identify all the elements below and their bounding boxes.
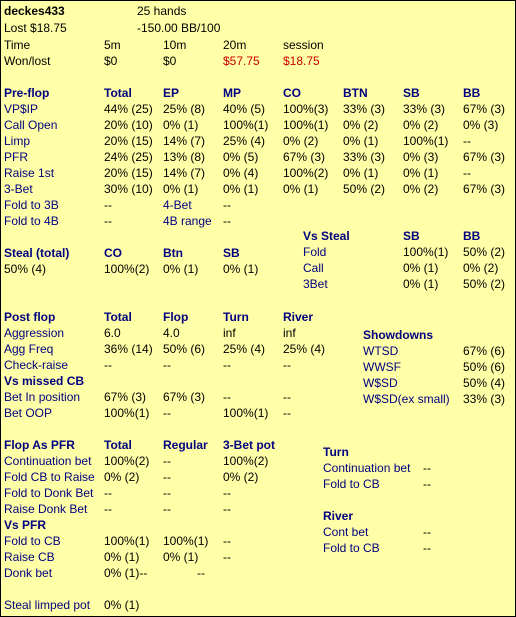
vs-steal-row-label: 3Bet bbox=[303, 277, 328, 291]
preflop-row-label: VP$IP bbox=[4, 102, 39, 116]
time-col-5m: 5m bbox=[104, 38, 121, 52]
flop-pfr-cell: -- bbox=[163, 486, 171, 500]
wonlost-label: Won/lost bbox=[4, 54, 51, 68]
preflop-cell: -- bbox=[104, 214, 112, 228]
showdown-cell: 50% (4) bbox=[463, 376, 506, 390]
preflop-cell: 0% (2) bbox=[343, 118, 379, 132]
preflop-title: Pre-flop bbox=[4, 86, 50, 100]
postflop-cell: -- bbox=[223, 358, 231, 372]
preflop-cell: 0% (3) bbox=[403, 150, 439, 164]
vs-pfr-cell: 0% (1)-- bbox=[104, 566, 148, 580]
preflop-cell: 100%(1) bbox=[223, 118, 269, 132]
river-title: River bbox=[323, 509, 354, 523]
postflop-cell: 25% (4) bbox=[283, 342, 326, 356]
postflop-cell: -- bbox=[104, 358, 112, 372]
preflop-cell: 14% (7) bbox=[163, 166, 206, 180]
preflop-cell: 67% (3) bbox=[463, 182, 506, 196]
postflop-cell: 50% (6) bbox=[163, 342, 206, 356]
time-col-10m: 10m bbox=[163, 38, 187, 52]
showdown-cell: 67% (6) bbox=[463, 344, 506, 358]
vs-pfr-title: Vs PFR bbox=[4, 518, 47, 532]
missed-cb-cell: 67% (3) bbox=[104, 390, 147, 404]
vs-steal-cell: 0% (1) bbox=[403, 277, 439, 291]
flop-pfr-col-total: Total bbox=[104, 438, 132, 452]
flop-pfr-cell: -- bbox=[223, 486, 231, 500]
preflop-cell: 25% (4) bbox=[223, 134, 266, 148]
preflop-cell: 20% (10) bbox=[104, 118, 153, 132]
flop-pfr-row-label: Fold CB to Raise bbox=[4, 470, 95, 484]
turn-row-label: Fold to CB bbox=[323, 477, 380, 491]
vs-steal-col-sb: SB bbox=[403, 229, 420, 243]
missed-cb-cell: -- bbox=[283, 406, 291, 420]
time-label: Time bbox=[4, 38, 31, 52]
postflop-cell: 36% (14) bbox=[104, 342, 153, 356]
missed-cb-cell: 100%(1) bbox=[223, 406, 269, 420]
preflop-cell: 0% (1) bbox=[223, 182, 259, 196]
preflop-cell: 24% (25) bbox=[104, 150, 153, 164]
showdown-row-label: W$SD bbox=[363, 376, 398, 390]
preflop-row-label: Raise 1st bbox=[4, 166, 55, 180]
wonlost-20m: $57.75 bbox=[223, 54, 260, 68]
vs-pfr-cell: 0% (1) bbox=[104, 550, 140, 564]
preflop-cell: 0% (4) bbox=[223, 166, 259, 180]
postflop-col-flop: Flop bbox=[163, 310, 189, 324]
vs-steal-col-bb: BB bbox=[463, 229, 481, 243]
preflop-row-label: Fold to 4B bbox=[4, 214, 59, 228]
preflop-cell: 13% (8) bbox=[163, 150, 206, 164]
steal-col-btn: Btn bbox=[163, 246, 183, 260]
missed-cb-cell: -- bbox=[223, 390, 231, 404]
vs-pfr-cell: 100%(1) bbox=[163, 534, 209, 548]
preflop-cell: 67% (3) bbox=[463, 150, 506, 164]
showdowns-title: Showdowns bbox=[363, 328, 433, 342]
missed-cb-title: Vs missed CB bbox=[4, 374, 85, 388]
postflop-cell: 6.0 bbox=[104, 326, 121, 340]
preflop-cell: 50% (2) bbox=[343, 182, 386, 196]
vs-steal-cell: 100%(1) bbox=[403, 245, 449, 259]
river-cell: -- bbox=[423, 525, 431, 539]
flop-pfr-row-label: Fold to Donk Bet bbox=[4, 486, 94, 500]
fourbet-label: 4-Bet bbox=[163, 198, 192, 212]
lost-amount: Lost $18.75 bbox=[4, 21, 67, 35]
showdown-row-label: WWSF bbox=[363, 360, 401, 374]
time-col-session: session bbox=[283, 38, 324, 52]
preflop-cell: -- bbox=[223, 214, 231, 228]
preflop-col-btn: BTN bbox=[343, 86, 368, 100]
preflop-col-bb: BB bbox=[463, 86, 481, 100]
time-col-20m: 20m bbox=[223, 38, 247, 52]
preflop-cell: 33% (3) bbox=[403, 102, 446, 116]
postflop-cell: 25% (4) bbox=[223, 342, 266, 356]
preflop-cell: 33% (3) bbox=[343, 150, 386, 164]
flop-pfr-cell: -- bbox=[223, 502, 231, 516]
preflop-cell: 20% (15) bbox=[104, 166, 153, 180]
missed-cb-cell: 67% (3) bbox=[163, 390, 206, 404]
preflop-row-label: Call Open bbox=[4, 118, 58, 132]
preflop-cell: 0% (1) bbox=[283, 182, 319, 196]
flop-pfr-cell: 100%(2) bbox=[104, 454, 150, 468]
preflop-cell: 0% (2) bbox=[403, 118, 439, 132]
wonlost-session: $18.75 bbox=[283, 54, 320, 68]
postflop-col-total: Total bbox=[104, 310, 132, 324]
vs-steal-cell: 0% (1) bbox=[403, 261, 439, 275]
postflop-title: Post flop bbox=[4, 310, 56, 324]
postflop-cell: -- bbox=[283, 358, 291, 372]
steal-cell: 100%(2) bbox=[104, 262, 150, 276]
preflop-col-co: CO bbox=[283, 86, 301, 100]
postflop-row-label: Aggression bbox=[4, 326, 65, 340]
missed-cb-cell: 100%(1) bbox=[104, 406, 150, 420]
vs-pfr-cell: -- bbox=[223, 550, 231, 564]
preflop-cell: 0% (1) bbox=[163, 118, 199, 132]
preflop-cell: 0% (5) bbox=[223, 150, 259, 164]
preflop-cell: 67% (3) bbox=[463, 102, 506, 116]
vs-steal-cell: 0% (2) bbox=[463, 261, 499, 275]
player-name: deckes433 bbox=[4, 4, 65, 18]
turn-cell: -- bbox=[423, 477, 431, 491]
preflop-cell: -- bbox=[223, 198, 231, 212]
preflop-col-total: Total bbox=[104, 86, 132, 100]
flop-pfr-cell: -- bbox=[104, 502, 112, 516]
preflop-col-mp: MP bbox=[223, 86, 241, 100]
missed-cb-cell: -- bbox=[163, 406, 171, 420]
vs-pfr-cell: 0% (1) bbox=[163, 550, 199, 564]
vs-pfr-cell: 100%(1) bbox=[104, 534, 150, 548]
preflop-cell: 0% (1) bbox=[343, 166, 379, 180]
missed-cb-cell: -- bbox=[283, 390, 291, 404]
preflop-row-label: Limp bbox=[4, 134, 31, 148]
postflop-col-turn: Turn bbox=[223, 310, 249, 324]
preflop-row-label: PFR bbox=[4, 150, 28, 164]
missed-cb-row-label: Bet OOP bbox=[4, 406, 53, 420]
preflop-cell: 40% (5) bbox=[223, 102, 266, 116]
river-cell: -- bbox=[423, 541, 431, 555]
hands-count: 25 hands bbox=[137, 4, 187, 18]
preflop-col-ep: EP bbox=[163, 86, 180, 100]
preflop-cell: 0% (1) bbox=[343, 134, 379, 148]
preflop-cell: -- bbox=[463, 166, 471, 180]
wonlost-10m: $0 bbox=[163, 54, 177, 68]
steal-cell: 50% (4) bbox=[4, 262, 47, 276]
vs-pfr-row-label: Fold to CB bbox=[4, 534, 61, 548]
showdown-cell: 33% (3) bbox=[463, 392, 506, 406]
flop-pfr-cell: -- bbox=[163, 470, 171, 484]
steal-col-sb: SB bbox=[223, 246, 240, 260]
preflop-cell: 100%(1) bbox=[403, 134, 449, 148]
preflop-cell: 67% (3) bbox=[283, 150, 326, 164]
preflop-cell: 0% (1) bbox=[403, 166, 439, 180]
turn-cell: -- bbox=[423, 461, 431, 475]
steal-limped-label: Steal limped pot bbox=[4, 598, 91, 612]
postflop-row-label: Agg Freq bbox=[4, 342, 54, 356]
preflop-cell: -- bbox=[463, 134, 471, 148]
preflop-col-sb: SB bbox=[403, 86, 420, 100]
vs-steal-title: Vs Steal bbox=[303, 229, 350, 243]
postflop-col-river: River bbox=[283, 310, 314, 324]
vs-steal-row-label: Fold bbox=[303, 245, 327, 259]
steal-limped-value: 0% (1) bbox=[104, 598, 140, 612]
river-row-label: Cont bet bbox=[323, 525, 369, 539]
flop-pfr-cell: -- bbox=[163, 454, 171, 468]
vs-pfr-row-label: Donk bet bbox=[4, 566, 53, 580]
preflop-cell: 30% (10) bbox=[104, 182, 153, 196]
preflop-cell: 20% (15) bbox=[104, 134, 153, 148]
preflop-cell: 0% (2) bbox=[403, 182, 439, 196]
flop-pfr-cell: -- bbox=[104, 486, 112, 500]
steal-cell: 0% (1) bbox=[223, 262, 259, 276]
fourbet-range-label: 4B range bbox=[163, 214, 212, 228]
preflop-cell: 0% (1) bbox=[163, 182, 199, 196]
preflop-cell: 33% (3) bbox=[343, 102, 386, 116]
postflop-cell: inf bbox=[223, 326, 236, 340]
showdown-row-label: W$SD(ex small) bbox=[363, 392, 450, 406]
preflop-row-label: 3-Bet bbox=[4, 182, 33, 196]
preflop-cell: 25% (8) bbox=[163, 102, 206, 116]
preflop-cell: -- bbox=[104, 198, 112, 212]
preflop-cell: 0% (3) bbox=[463, 118, 499, 132]
showdown-cell: 50% (6) bbox=[463, 360, 506, 374]
vs-pfr-cell: -- bbox=[223, 534, 231, 548]
flop-pfr-cell: 100%(2) bbox=[223, 454, 269, 468]
flop-pfr-cell: 0% (2) bbox=[223, 470, 259, 484]
vs-steal-cell: 50% (2) bbox=[463, 277, 506, 291]
flop-pfr-col-3bet: 3-Bet pot bbox=[223, 438, 275, 452]
vs-pfr-cell: -- bbox=[197, 566, 205, 580]
showdown-row-label: WTSD bbox=[363, 344, 399, 358]
preflop-row-label: Fold to 3B bbox=[4, 198, 59, 212]
bb-rate: -150.00 BB/100 bbox=[137, 21, 221, 35]
preflop-cell: 14% (7) bbox=[163, 134, 206, 148]
flop-pfr-row-label: Raise Donk Bet bbox=[4, 502, 88, 516]
steal-title: Steal (total) bbox=[4, 246, 70, 260]
postflop-cell: 4.0 bbox=[163, 326, 180, 340]
vs-steal-row-label: Call bbox=[303, 261, 324, 275]
preflop-cell: 0% (2) bbox=[283, 134, 319, 148]
flop-pfr-col-regular: Regular bbox=[163, 438, 208, 452]
river-row-label: Fold to CB bbox=[323, 541, 380, 555]
missed-cb-row-label: Bet In position bbox=[4, 390, 81, 404]
postflop-cell: inf bbox=[283, 326, 296, 340]
steal-col-co: CO bbox=[104, 246, 122, 260]
vs-steal-cell: 50% (2) bbox=[463, 245, 506, 259]
flop-pfr-title: Flop As PFR bbox=[4, 438, 75, 452]
preflop-cell: 44% (25) bbox=[104, 102, 153, 116]
vs-pfr-row-label: Raise CB bbox=[4, 550, 55, 564]
flop-pfr-cell: 0% (2) bbox=[104, 470, 140, 484]
turn-title: Turn bbox=[323, 445, 349, 459]
turn-row-label: Continuation bet bbox=[323, 461, 411, 475]
steal-cell: 0% (1) bbox=[163, 262, 199, 276]
wonlost-5m: $0 bbox=[104, 54, 118, 68]
postflop-row-label: Check-raise bbox=[4, 358, 69, 372]
postflop-cell: -- bbox=[163, 358, 171, 372]
preflop-cell: 100%(1) bbox=[283, 118, 329, 132]
preflop-cell: 100%(3) bbox=[283, 102, 329, 116]
flop-pfr-row-label: Continuation bet bbox=[4, 454, 92, 468]
preflop-cell: 100%(2) bbox=[283, 166, 329, 180]
flop-pfr-cell: -- bbox=[163, 502, 171, 516]
